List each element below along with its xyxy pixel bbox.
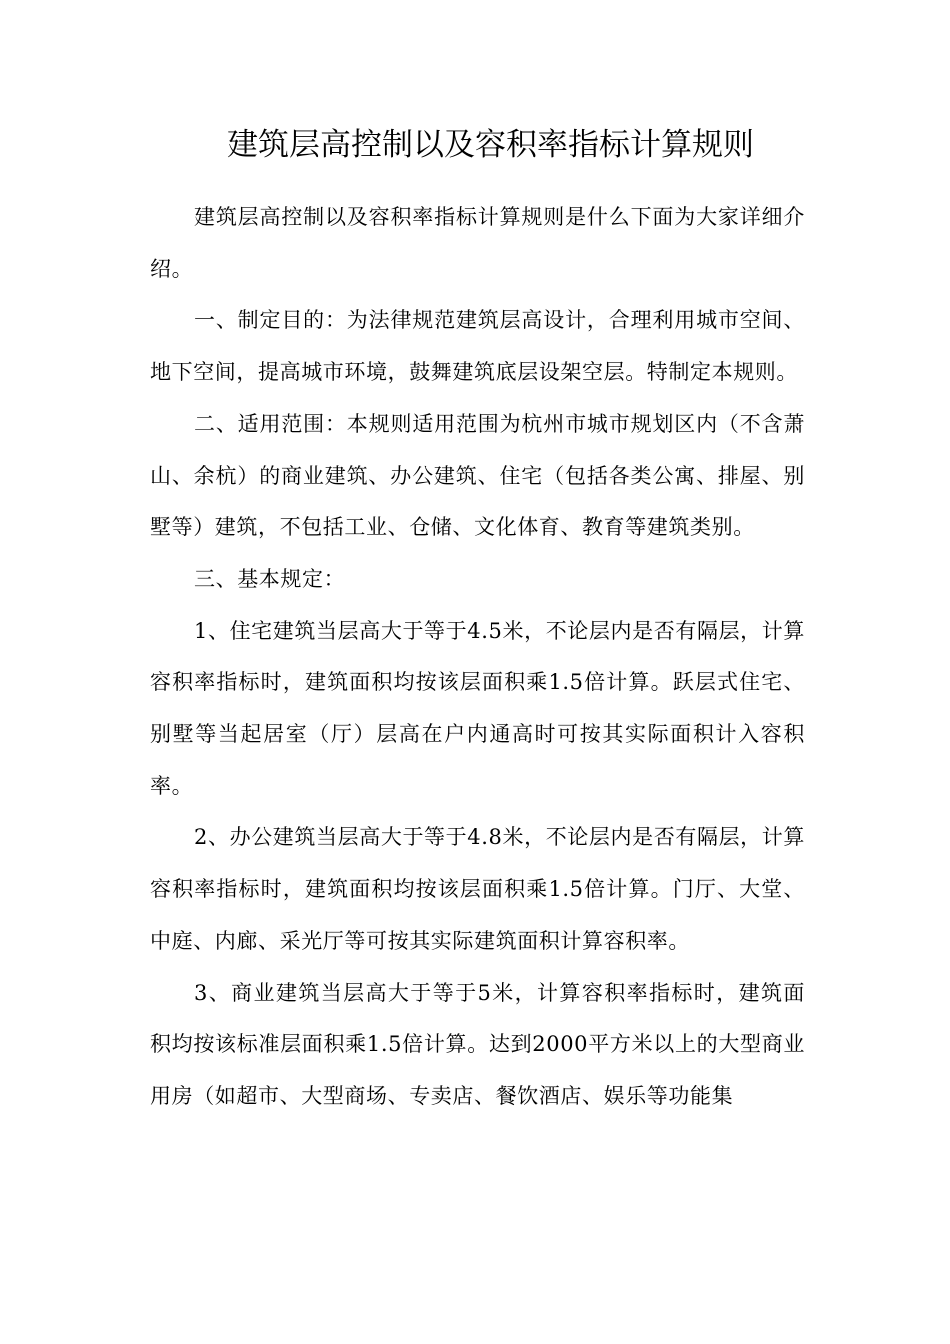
document-body [150,192,805,1123]
document-title: 建筑层高控制以及容积率指标计算规则 [227,127,754,163]
rule-residential-paragraph: 1、住宅建筑当层高大于等于4.5米，不论层内是否有隔层，计算容积率指标时，建筑面积均按该层面积乘1.5倍计算。跃层式住宅、别墅等当起居室（厅）层高在户内通高时可按其实际面积计入容积率。 [150,618,805,798]
section-scope-paragraph: 二、适用范围：本规则适用范围为杭州市城市规划区内（不含萧山、余杭）的商业建筑、办公建筑、住宅（包括各类公寓、排屋、别墅等）建筑，不包括工业、仓储、文化体育、教育等建筑类别。 [150,411,805,540]
rule-commercial-paragraph: 3、商业建筑当层高大于等于5米，计算容积率指标时，建筑面积均按该标准层面积乘1.5倍计算。达到2000平方米以上的大型商业用房（如超市、大型商场、专卖店、餐饮酒店、娱乐等功能集 [150,980,805,1108]
section-purpose-paragraph: 一、制定目的：为法律规范建筑层高设计，合理利用城市空间、地下空间，提高城市环境，鼓舞建筑底层设架空层。特制定本规则。 [150,308,805,385]
section-basic-rules-heading: 三、基本规定： [194,566,346,591]
rule-office-paragraph: 2、办公建筑当层高大于等于4.8米，不论层内是否有隔层，计算容积率指标时，建筑面积均按该层面积乘1.5倍计算。门厅、大堂、中庭、内廊、采光厅等可按其实际建筑面积计算容积率。 [150,825,805,953]
intro-paragraph: 建筑层高控制以及容积率指标计算规则是什么下面为大家详细介绍。 [150,205,805,281]
